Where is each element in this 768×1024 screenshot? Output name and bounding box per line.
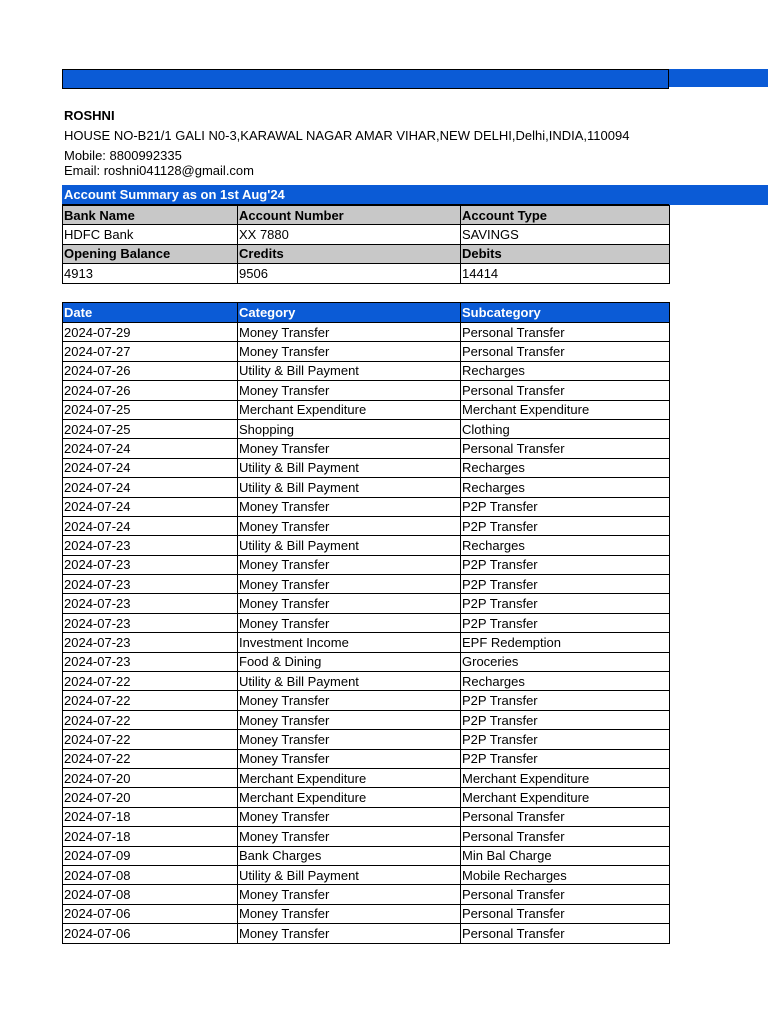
- category-cell: Money Transfer: [238, 342, 461, 361]
- table-row: [63, 613, 670, 632]
- category-cell: Money Transfer: [238, 575, 461, 594]
- table-row: [63, 788, 670, 807]
- subcategory-cell: Merchant Expenditure: [461, 400, 670, 419]
- date-cell: 2024-07-18: [63, 807, 238, 826]
- category-cell: Money Transfer: [238, 594, 461, 613]
- bank-name-label: Bank Name: [63, 206, 238, 225]
- account-summary-bar-extension: [669, 185, 768, 205]
- subcategory-cell: Personal Transfer: [461, 342, 670, 361]
- subcategory-cell: Merchant Expenditure: [461, 788, 670, 807]
- table-row: [63, 710, 670, 729]
- table-row: [63, 323, 670, 342]
- date-cell: 2024-07-06: [63, 924, 238, 943]
- subcategory-cell: P2P Transfer: [461, 613, 670, 632]
- debits-value: 14414: [461, 264, 670, 283]
- date-cell: 2024-07-23: [63, 555, 238, 574]
- subcategory-cell: P2P Transfer: [461, 516, 670, 535]
- date-cell: 2024-07-08: [63, 885, 238, 904]
- category-cell: Money Transfer: [238, 885, 461, 904]
- top-banner-bar-extension: [669, 69, 768, 87]
- table-row: [63, 381, 670, 400]
- table-row: [63, 458, 670, 477]
- category-cell: Money Transfer: [238, 827, 461, 846]
- customer-email: Email: roshni041128@gmail.com: [64, 163, 254, 178]
- category-cell: Merchant Expenditure: [238, 788, 461, 807]
- date-cell: 2024-07-22: [63, 749, 238, 768]
- account-number-label: Account Number: [238, 206, 461, 225]
- opening-balance-label: Opening Balance: [63, 244, 238, 263]
- date-cell: 2024-07-22: [63, 730, 238, 749]
- category-cell: Shopping: [238, 419, 461, 438]
- date-column-header: Date: [63, 303, 238, 323]
- table-row: [63, 672, 670, 691]
- category-cell: Investment Income: [238, 633, 461, 652]
- date-cell: 2024-07-23: [63, 594, 238, 613]
- account-type-value: SAVINGS: [461, 225, 670, 244]
- category-cell: Food & Dining: [238, 652, 461, 671]
- category-cell: Money Transfer: [238, 924, 461, 943]
- category-cell: Money Transfer: [238, 323, 461, 342]
- account-type-label: Account Type: [461, 206, 670, 225]
- date-cell: 2024-07-09: [63, 846, 238, 865]
- table-row: [63, 885, 670, 904]
- account-number-value: XX 7880: [238, 225, 461, 244]
- category-cell: Money Transfer: [238, 439, 461, 458]
- customer-name: ROSHNI: [64, 108, 115, 123]
- subcategory-cell: Personal Transfer: [461, 439, 670, 458]
- bank-name-value: HDFC Bank: [63, 225, 238, 244]
- date-cell: 2024-07-24: [63, 516, 238, 535]
- date-cell: 2024-07-25: [63, 419, 238, 438]
- category-cell: Money Transfer: [238, 497, 461, 516]
- table-row: [63, 439, 670, 458]
- credits-value: 9506: [238, 264, 461, 283]
- subcategory-cell: P2P Transfer: [461, 555, 670, 574]
- subcategory-cell: P2P Transfer: [461, 691, 670, 710]
- category-cell: Utility & Bill Payment: [238, 672, 461, 691]
- date-cell: 2024-07-08: [63, 865, 238, 884]
- date-cell: 2024-07-24: [63, 478, 238, 497]
- subcategory-cell: Min Bal Charge: [461, 846, 670, 865]
- category-cell: Money Transfer: [238, 516, 461, 535]
- table-row: [63, 865, 670, 884]
- balance-value-row: [63, 264, 670, 283]
- category-cell: Money Transfer: [238, 555, 461, 574]
- category-cell: Merchant Expenditure: [238, 768, 461, 787]
- subcategory-column-header: Subcategory: [461, 303, 670, 323]
- category-cell: Money Transfer: [238, 904, 461, 923]
- opening-balance-value: 4913: [63, 264, 238, 283]
- subcategory-cell: Personal Transfer: [461, 827, 670, 846]
- subcategory-cell: P2P Transfer: [461, 575, 670, 594]
- date-cell: 2024-07-25: [63, 400, 238, 419]
- category-cell: Bank Charges: [238, 846, 461, 865]
- table-row: [63, 924, 670, 943]
- customer-mobile: Mobile: 8800992335: [64, 148, 182, 163]
- category-cell: Utility & Bill Payment: [238, 865, 461, 884]
- account-summary-table: [62, 205, 670, 284]
- debits-label: Debits: [461, 244, 670, 263]
- table-row: [63, 478, 670, 497]
- subcategory-cell: Recharges: [461, 536, 670, 555]
- date-cell: 2024-07-24: [63, 497, 238, 516]
- category-cell: Money Transfer: [238, 710, 461, 729]
- date-cell: 2024-07-29: [63, 323, 238, 342]
- category-cell: Utility & Bill Payment: [238, 478, 461, 497]
- date-cell: 2024-07-18: [63, 827, 238, 846]
- subcategory-cell: Personal Transfer: [461, 904, 670, 923]
- table-row: [63, 594, 670, 613]
- subcategory-cell: Recharges: [461, 458, 670, 477]
- table-row: [63, 730, 670, 749]
- table-row: [63, 497, 670, 516]
- date-cell: 2024-07-27: [63, 342, 238, 361]
- table-row: [63, 419, 670, 438]
- balance-label-row: [63, 244, 670, 263]
- customer-address: HOUSE NO-B21/1 GALI N0-3,KARAWAL NAGAR AMAR VIHAR,NEW DELHI,Delhi,INDIA,110094: [64, 128, 630, 143]
- subcategory-cell: P2P Transfer: [461, 594, 670, 613]
- table-row: [63, 516, 670, 535]
- subcategory-cell: Recharges: [461, 672, 670, 691]
- summary-label-row: [63, 206, 670, 225]
- subcategory-cell: Personal Transfer: [461, 381, 670, 400]
- subcategory-cell: P2P Transfer: [461, 749, 670, 768]
- date-cell: 2024-07-24: [63, 439, 238, 458]
- date-cell: 2024-07-23: [63, 613, 238, 632]
- category-cell: Money Transfer: [238, 613, 461, 632]
- table-row: [63, 904, 670, 923]
- category-cell: Money Transfer: [238, 691, 461, 710]
- date-cell: 2024-07-26: [63, 361, 238, 380]
- date-cell: 2024-07-23: [63, 536, 238, 555]
- table-row: [63, 827, 670, 846]
- table-row: [63, 575, 670, 594]
- date-cell: 2024-07-22: [63, 691, 238, 710]
- subcategory-cell: Personal Transfer: [461, 885, 670, 904]
- subcategory-cell: EPF Redemption: [461, 633, 670, 652]
- table-row: [63, 555, 670, 574]
- table-row: [63, 768, 670, 787]
- transactions-table: [62, 302, 670, 944]
- table-row: [63, 807, 670, 826]
- table-row: [63, 749, 670, 768]
- subcategory-cell: Mobile Recharges: [461, 865, 670, 884]
- credits-label: Credits: [238, 244, 461, 263]
- table-row: [63, 536, 670, 555]
- date-cell: 2024-07-23: [63, 633, 238, 652]
- subcategory-cell: Personal Transfer: [461, 323, 670, 342]
- subcategory-cell: Personal Transfer: [461, 807, 670, 826]
- date-cell: 2024-07-22: [63, 672, 238, 691]
- subcategory-cell: Groceries: [461, 652, 670, 671]
- category-cell: Utility & Bill Payment: [238, 361, 461, 380]
- category-cell: Money Transfer: [238, 381, 461, 400]
- table-row: [63, 342, 670, 361]
- account-summary-title: Account Summary as on 1st Aug'24: [62, 185, 669, 205]
- category-column-header: Category: [238, 303, 461, 323]
- category-cell: Utility & Bill Payment: [238, 458, 461, 477]
- table-row: [63, 633, 670, 652]
- category-cell: Merchant Expenditure: [238, 400, 461, 419]
- subcategory-cell: P2P Transfer: [461, 710, 670, 729]
- subcategory-cell: Clothing: [461, 419, 670, 438]
- table-row: [63, 361, 670, 380]
- date-cell: 2024-07-20: [63, 788, 238, 807]
- category-cell: Utility & Bill Payment: [238, 536, 461, 555]
- summary-value-row: [63, 225, 670, 244]
- category-cell: Money Transfer: [238, 730, 461, 749]
- table-row: [63, 846, 670, 865]
- category-cell: Money Transfer: [238, 807, 461, 826]
- category-cell: Money Transfer: [238, 749, 461, 768]
- subcategory-cell: Merchant Expenditure: [461, 768, 670, 787]
- table-row: [63, 400, 670, 419]
- date-cell: 2024-07-23: [63, 575, 238, 594]
- subcategory-cell: Personal Transfer: [461, 924, 670, 943]
- date-cell: 2024-07-06: [63, 904, 238, 923]
- subcategory-cell: P2P Transfer: [461, 497, 670, 516]
- top-banner-bar: [62, 69, 669, 89]
- subcategory-cell: P2P Transfer: [461, 730, 670, 749]
- date-cell: 2024-07-26: [63, 381, 238, 400]
- date-cell: 2024-07-20: [63, 768, 238, 787]
- date-cell: 2024-07-22: [63, 710, 238, 729]
- table-row: [63, 691, 670, 710]
- subcategory-cell: Recharges: [461, 361, 670, 380]
- table-row: [63, 652, 670, 671]
- transactions-header-row: [63, 303, 670, 323]
- date-cell: 2024-07-24: [63, 458, 238, 477]
- date-cell: 2024-07-23: [63, 652, 238, 671]
- subcategory-cell: Recharges: [461, 478, 670, 497]
